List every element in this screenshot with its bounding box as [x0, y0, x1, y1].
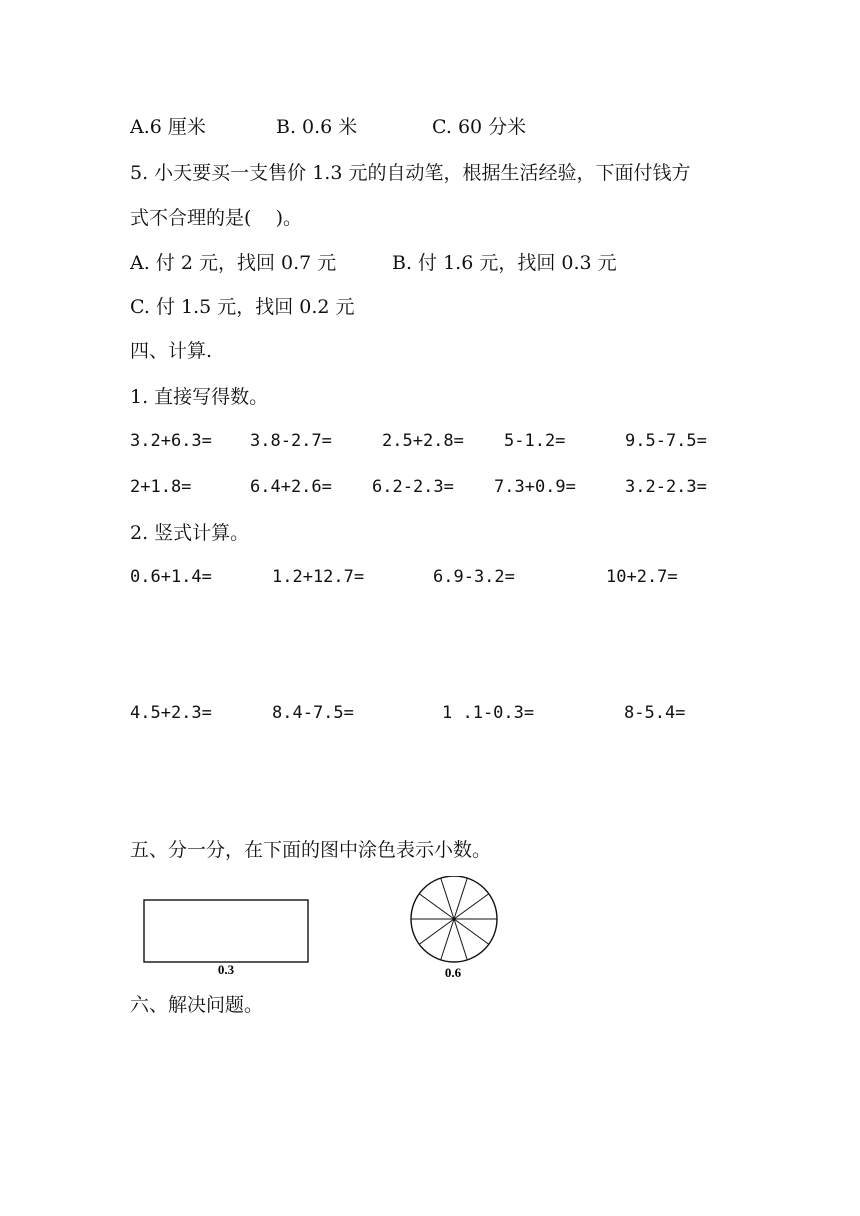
calc-r2c4: 7.3+0.9= — [494, 477, 576, 497]
vcalc-r1c3: 6.9-3.2= — [433, 567, 515, 587]
section5-title: 五、分一分，在下面的图中涂色表示小数。 — [130, 839, 492, 861]
calc-r2c2: 6.4+2.6= — [250, 477, 332, 497]
vcalc-r1c2: 1.2+12.7= — [272, 567, 365, 587]
calc-r1c5: 9.5-7.5= — [625, 431, 707, 451]
vcalc-r2c4: 8-5.4= — [624, 703, 686, 723]
vcalc-r1c4: 10+2.7= — [606, 567, 678, 587]
q4-option-b: B. 0.6 米 — [276, 116, 358, 138]
q5-stem-line1: 5. 小天要买一支售价 1.3 元的自动笔，根据生活经验，下面付钱方 — [130, 162, 691, 184]
q5-stem-line2: 式不合理的是( )。 — [130, 207, 302, 229]
q4-option-a: A.6 厘米 — [130, 116, 206, 138]
rectangle-label: 0.3 — [217, 962, 235, 977]
circle-divider-line — [419, 894, 454, 919]
q5-option-c: C. 付 1.5 元，找回 0.2 元 — [130, 296, 355, 318]
section6-title: 六、解决问题。 — [130, 994, 264, 1016]
q4-option-c: C. 60 分米 — [432, 116, 527, 138]
circle-divider-line — [454, 919, 467, 960]
calc-r1c1: 3.2+6.3= — [130, 431, 212, 451]
section4-sub2: 2. 竖式计算。 — [130, 522, 250, 544]
circle-divider-line — [454, 878, 467, 919]
circle-divider-line — [419, 919, 454, 944]
shading-rectangle — [144, 900, 308, 962]
vcalc-r1c1: 0.6+1.4= — [130, 567, 212, 587]
circle-divider-line — [441, 878, 454, 919]
shading-circle — [411, 876, 497, 962]
vcalc-r2c2: 8.4-7.5= — [272, 703, 354, 723]
calc-r2c3: 6.2-2.3= — [372, 477, 454, 497]
circle-figure — [404, 876, 504, 980]
calc-r1c3: 2.5+2.8= — [382, 431, 464, 451]
rectangle-figure — [130, 888, 320, 978]
calc-r2c5: 3.2-2.3= — [625, 477, 707, 497]
circle-divider-line — [454, 894, 489, 919]
calc-r2c1: 2+1.8= — [130, 477, 192, 497]
q5-option-b: B. 付 1.6 元，找回 0.3 元 — [392, 252, 617, 274]
vcalc-r2c1: 4.5+2.3= — [130, 703, 212, 723]
section4-title: 四、计算. — [130, 340, 213, 362]
vcalc-r2c3: 1 .1-0.3= — [442, 703, 535, 723]
q5-option-a: A. 付 2 元，找回 0.7 元 — [130, 252, 337, 274]
calc-r1c2: 3.8-2.7= — [250, 431, 332, 451]
calc-r1c4: 5-1.2= — [504, 431, 566, 451]
circle-divider-line — [454, 919, 489, 944]
circle-label: 0.6 — [444, 965, 462, 980]
section4-sub1: 1. 直接写得数。 — [130, 386, 269, 408]
circle-divider-line — [441, 919, 454, 960]
